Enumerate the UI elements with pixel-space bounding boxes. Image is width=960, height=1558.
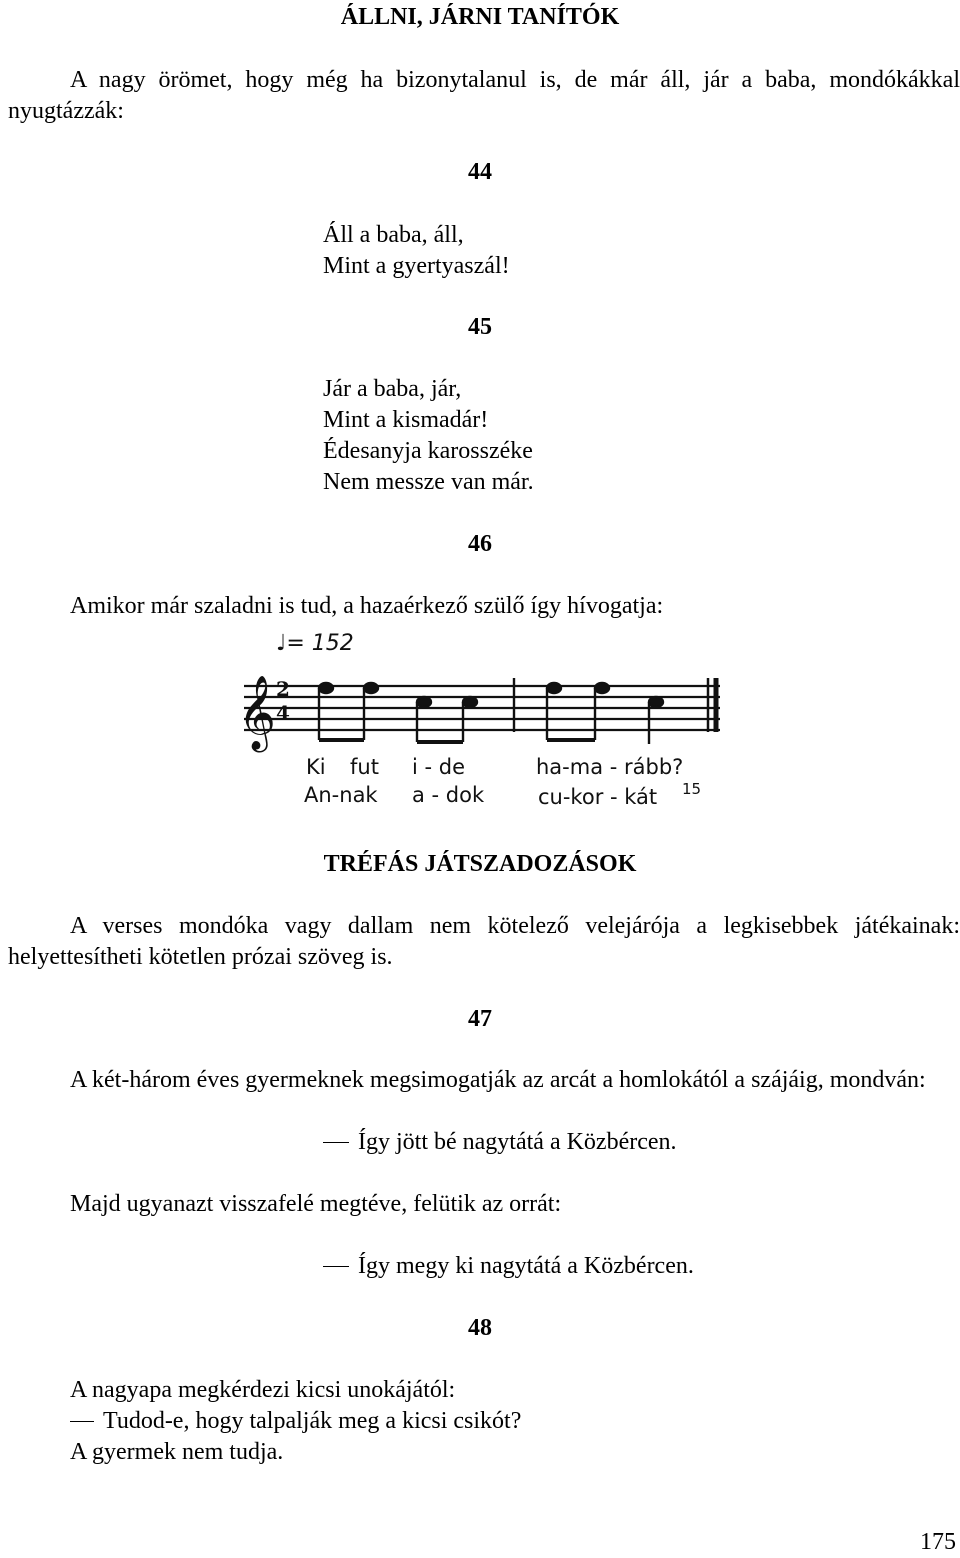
lyric-2-annak: An-nak — [304, 783, 378, 807]
treble-clef-icon: 𝄞 — [238, 676, 276, 750]
lyric-1-ki: Ki — [306, 755, 326, 779]
svg-text:2: 2 — [276, 677, 290, 701]
item-number-48: 48 — [468, 1315, 492, 1341]
item-47-text: A két-három éves gyermeknek megsimogatják az arcát a homlokától a szájáig, mondván: — [70, 1067, 926, 1093]
score-footnote: 15 — [682, 780, 702, 798]
item-47-text-2: Majd ugyanazt visszafelé megtéve, felütik az orrát: — [70, 1191, 562, 1217]
page-number: 175 — [920, 1529, 956, 1555]
lyric-1-hamarabb: ha-ma - rább? — [536, 755, 684, 779]
item-number-47: 47 — [468, 1006, 492, 1032]
music-score — [230, 622, 730, 812]
verse-45-line-3: Édesanyja karosszéke — [323, 438, 533, 464]
item-48-line-1: A nagyapa megkérdezi kicsi unokájától: — [70, 1377, 456, 1403]
lyric-1-fut: fut — [350, 755, 379, 779]
item-47-quote-2 — [323, 1251, 694, 1282]
lyric-1-ide: i - de — [412, 755, 466, 779]
dash-icon — [323, 1142, 349, 1143]
lyric-2-cukorkat: cu-kor - kát — [538, 785, 658, 809]
quote-2-text: Így megy ki nagytátá a Közbércen. — [358, 1253, 694, 1279]
intro-paragraph: A nagy örömet, hogy még ha bizonytalanul is, de már áll, jár a baba, mondókákkal nyugtázzák: — [8, 67, 960, 124]
quote-1-text: Így jött bé nagytátá a Közbércen. — [358, 1129, 677, 1155]
item-number-44: 44 — [468, 159, 492, 185]
item-48-line-2 — [70, 1406, 521, 1437]
item-48-question: Tudod-e, hogy talpalják meg a kicsi csikót? — [103, 1408, 522, 1434]
score-tempo: ♩= 152 — [276, 631, 354, 656]
section-heading-alni-jarni: ÁLLNI, JÁRNI TANÍTÓK — [340, 4, 620, 30]
dash-icon — [323, 1266, 349, 1267]
item-46-text: Amikor már szaladni is tud, a hazaérkező szülő így hívogatja: — [70, 593, 664, 619]
section-heading-trefas: TRÉFÁS JÁTSZADOZÁSOK — [323, 851, 637, 877]
svg-text:4: 4 — [276, 701, 290, 725]
verse-44-line-1: Áll a baba, áll, — [323, 222, 464, 248]
verse-45-line-1: Jár a baba, jár, — [323, 376, 462, 402]
verse-45-line-2: Mint a kismadár! — [323, 407, 489, 433]
verse-45-line-4: Nem messze van már. — [323, 469, 534, 495]
item-number-46: 46 — [468, 531, 492, 557]
section2-intro: A verses mondóka vagy dallam nem kötelező velejárója a legkisebbek játékainak: helyettesítheti kötetlen prózai szöveg is. — [8, 913, 960, 970]
item-48-line-3: A gyermek nem tudja. — [70, 1439, 284, 1465]
dash-icon — [70, 1421, 94, 1422]
lyric-2-adok: a - dok — [412, 783, 485, 807]
verse-44-line-2: Mint a gyertyaszál! — [323, 253, 510, 279]
item-number-45: 45 — [468, 314, 492, 340]
item-47-quote-1 — [323, 1127, 677, 1158]
